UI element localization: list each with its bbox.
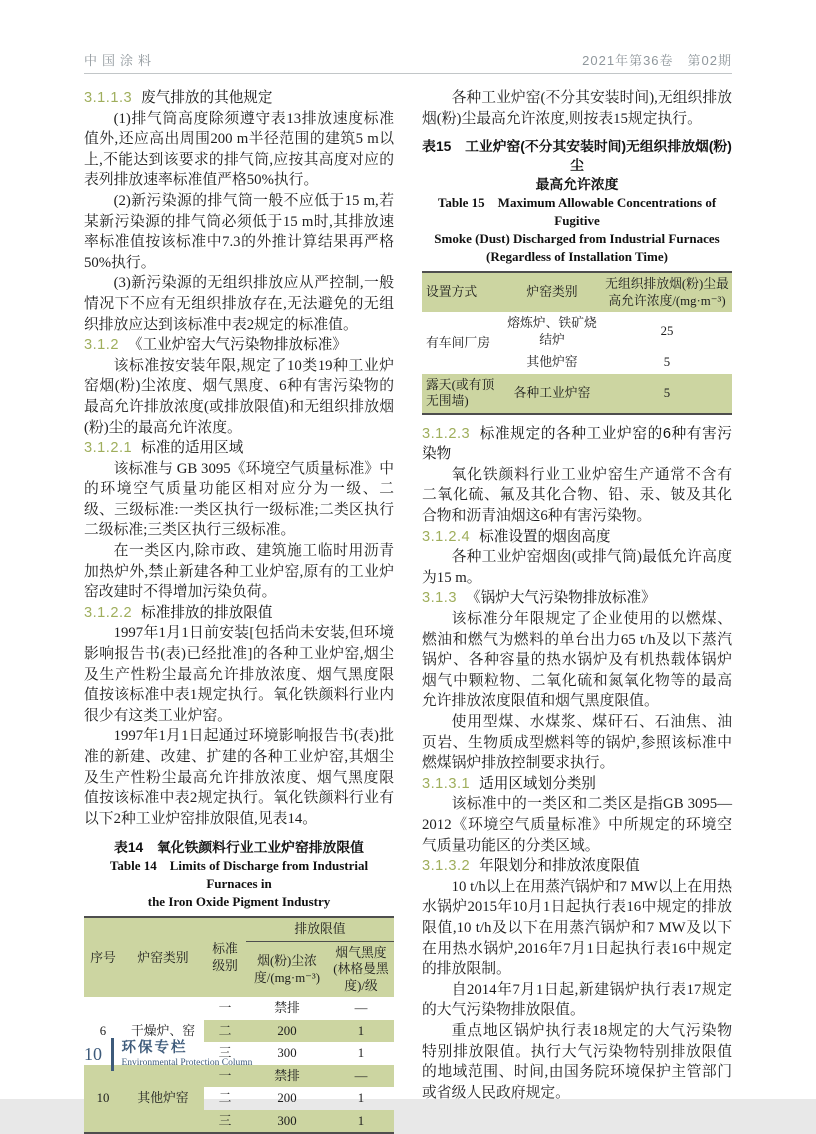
col-header-seq: 序号 — [84, 917, 122, 997]
table15-title-en-line2: Smoke (Dust) Discharged from Industrial Furnaces — [434, 231, 720, 247]
table14-title-zh: 表14 氧化铁颜料行业工业炉窑排放限值 — [114, 840, 364, 856]
paragraph: (3)新污染源的无组织排放应从严控制,一般情况下不应有无组织排放存在,无法避免的无组织排放应达到该标准中表2规定的标准值。 — [84, 275, 394, 333]
paragraph: (2)新污染源的排气筒一般不应低于15 m,若某新污染源的排气筒必须低于15 m时,其排放速率标准值按该标准中7.3的外推计算结果再严格50%执行。 — [84, 192, 394, 271]
cell-level: 二 — [204, 1020, 246, 1043]
cell-blackness: 1 — [357, 1091, 365, 1106]
section-number: 3.1.2.4 — [422, 528, 471, 545]
paragraph: 在一类区内,除市政、建筑施工临时用沥青加热炉外,禁止新建各种工业炉窑,原有的工业炉窑改建时不得增加污染负荷。 — [84, 543, 394, 601]
table-row — [422, 312, 732, 351]
col-header-value: 无组织排放烟(粉)尘最高允许浓度/(mg·m⁻³) — [602, 272, 732, 312]
table-row — [84, 997, 394, 1020]
cell-kind: 各种工业炉窑 — [502, 374, 602, 414]
cell-level: 二 — [218, 1091, 232, 1106]
table15-title-zh-line1: 表15 工业炉窑(不分其安装时间)无组织排放烟(粉)尘 — [422, 139, 732, 174]
paragraph: 各种工业炉窑烟囱(或排气筒)最低允许高度为15 m。 — [422, 549, 732, 586]
section-title: 适用区域划分类别 — [479, 775, 596, 792]
section-number: 3.1.2.2 — [84, 604, 133, 621]
column-names — [122, 1039, 253, 1070]
col-header-setting: 设置方式 — [422, 272, 502, 312]
cell-kind: 其他炉窑 — [122, 1065, 204, 1134]
cell-kind: 熔炼炉、铁矿烧结炉 — [507, 316, 597, 347]
paragraph: 氧化铁颜料行业工业炉窑生产通常不含有二氧化硫、氟及其化合物、铅、汞、铍及其化合物和沥青油烟这6种有害污染物。 — [422, 466, 732, 525]
cell-level: 三 — [218, 1046, 232, 1061]
table14-title-en-line2: the Iron Oxide Pigment Industry — [147, 894, 331, 910]
running-head — [84, 50, 732, 69]
column-name-en: Environmental Protection Column — [121, 1058, 253, 1068]
section-heading-3124 — [422, 527, 732, 548]
section-number: 3.1.2.3 — [422, 425, 471, 442]
cell-level: 一 — [218, 1001, 232, 1016]
cell-kind: 干燥炉、窑 — [131, 1023, 195, 1038]
col-header-level: 标准级别 — [204, 917, 246, 997]
table15-block — [422, 137, 732, 415]
table-row — [422, 374, 732, 414]
cell-dust: 禁排 — [274, 1001, 300, 1016]
paragraph: 该标准与 GB 3095《环境空气质量标准》中的环境空气质量功能区相对应分为一级、二级、三级标准:一类区执行一级标准;二类区执行二级标准;三类区执行三级标准。 — [84, 460, 394, 539]
table14-title-en-line1: Table 14 Limits of Discharge from Industrial Furnaces in — [109, 858, 369, 892]
page-footer — [84, 1038, 252, 1071]
cell-seq: 6 — [99, 1023, 107, 1038]
right-column — [422, 88, 732, 1134]
cell-dust: 200 — [277, 1091, 297, 1106]
paragraph: 1997年1月1日前安装[包括尚未安装,但环境影响报告书(表)已经批准]的各种工业炉窑,烟尘及生产性粉尘最高允许排放浓度、烟气黑度限值按该标准中表1规定执行。氧化铁颜料行业内很少有这类工业炉窑。 — [84, 625, 394, 724]
section-number: 3.1.2 — [84, 337, 119, 354]
section-title: 标准设置的烟囱高度 — [479, 528, 611, 545]
page-number: 10 — [84, 1044, 102, 1064]
section-title: 标准的适用区域 — [141, 440, 244, 457]
paragraph: 使用型煤、水煤浆、煤矸石、石油焦、油页岩、生物质成型燃料等的锅炉,参照该标准中燃煤锅炉排放控制要求执行。 — [422, 714, 732, 772]
col-header-limits: 排放限值 — [246, 917, 394, 941]
paragraph: (1)排气筒高度除须遵守表13排放速度标准值外,还应高出周围200 m半径范围的建筑5 m以上,不能达到该要求的排气筒,应按其高度对应的表列排放速率标准值严格50%执行。 — [84, 110, 394, 189]
section-heading-3113 — [84, 88, 394, 109]
table15-title-en-line1: Table 15 Maximum Allowable Concentrations of Fugitive — [437, 195, 717, 229]
cell-level: 一 — [204, 1065, 246, 1088]
col-header-blackness: 烟气黑度(林格曼黑度)/级 — [328, 941, 394, 997]
section-number: 3.1.2.1 — [84, 440, 133, 457]
cell-blackness: 1 — [328, 1110, 394, 1134]
paragraph: 该标准分年限规定了企业使用的以燃煤、燃油和燃气为燃料的单台出力65 t/h及以下蒸汽锅炉、各种容量的热水锅炉及有机热载体锅炉烟气中颗粒物、二氧化硫和氮氧化物等的最高允许排放浓度限值和烟气黑度限值。 — [422, 611, 732, 710]
cell-setting: 露天(或有顶无围墙) — [422, 374, 502, 414]
cell-seq: 10 — [84, 1065, 122, 1134]
section-heading-3132 — [422, 856, 732, 877]
section-heading-3123 — [422, 424, 732, 465]
paragraph: 该标准中的一类区和二类区是指GB 3095—2012《环境空气质量标准》中所规定的环境空气质量功能区的分类区域。 — [422, 796, 732, 854]
cell-dust: 300 — [246, 1110, 328, 1134]
section-title: 《锅炉大气污染物排放标准》 — [465, 590, 656, 607]
cell-value: 25 — [660, 324, 674, 339]
cell-blackness: 1 — [328, 1020, 394, 1043]
paragraph: 该标准按安装年限,规定了10类19种工业炉窑烟(粉)尘浓度、烟气黑度、6种有害污染物的最高允许排放浓度(或排放限值)和无组织排放烟(粉)尘的最高允许浓度。 — [84, 357, 394, 436]
cell-setting: 有车间厂房 — [426, 335, 490, 350]
section-number: 3.1.1.3 — [84, 90, 133, 106]
table-14 — [84, 916, 394, 1134]
section-title: 标准排放的排放限值 — [141, 604, 273, 621]
paragraph: 自2014年7月1日起,新建锅炉执行表17规定的大气污染物排放限值。 — [422, 981, 732, 1019]
journal-name: 中国涂料 — [84, 53, 157, 68]
left-column — [84, 88, 394, 1134]
section-heading-3131 — [422, 774, 732, 795]
section-heading-3121 — [84, 438, 394, 459]
section-number: 3.1.3 — [422, 590, 457, 607]
table15-title-zh-line2: 最高允许浓度 — [535, 177, 619, 193]
issue-info: 2021年第36卷 第02期 — [582, 53, 732, 68]
section-title: 标准规定的各种工业炉窑的6种有害污染物 — [422, 425, 732, 463]
cell-blackness: 1 — [357, 1046, 365, 1061]
section-number: 3.1.3.1 — [422, 775, 471, 792]
cell-dust: 300 — [277, 1046, 297, 1061]
content-columns — [84, 88, 732, 1134]
header-rule — [84, 73, 732, 74]
section-title: 《工业炉窑大气污染物排放标准》 — [127, 337, 347, 354]
table-15 — [422, 271, 732, 415]
cell-dust: 200 — [246, 1020, 328, 1043]
cell-dust: 禁排 — [246, 1065, 328, 1088]
paragraph: 各种工业炉窑(不分其安装时间),无组织排放烟(粉)尘最高允许浓度,则按表15规定执行。 — [422, 90, 732, 127]
section-heading-313 — [422, 588, 732, 609]
cell-blackness: — — [354, 1001, 368, 1016]
cell-level: 三 — [204, 1110, 246, 1134]
col-header-dust: 烟(粉)尘浓度/(mg·m⁻³) — [246, 941, 328, 997]
cell-value: 5 — [663, 355, 671, 370]
footer-divider — [111, 1038, 114, 1071]
section-number: 3.1.3.2 — [422, 858, 471, 875]
cell-value: 5 — [602, 374, 732, 414]
paragraph: 1997年1月1日起通过环境影响报告书(表)批准的新建、改建、扩建的各种工业炉窑,其烟尘及生产性粉尘最高允许排放浓度、烟气黑度限值按该标准中表2规定执行。氧化铁颜料行业有以下2种工业炉窑排放限值,见表14。 — [84, 728, 394, 827]
section-heading-3122 — [84, 603, 394, 624]
table15-title-en-line3: (Regardless of Installation Time) — [486, 249, 668, 265]
section-title: 废气排放的其他规定 — [141, 90, 273, 106]
table14-block — [84, 838, 394, 1134]
cell-kind: 其他炉窑 — [526, 355, 578, 370]
paragraph: 10 t/h以上在用蒸汽锅炉和7 MW以上在用热水锅炉2015年10月1日起执行表16中规定的排放限值,10 t/h及以下在用蒸汽锅炉和7 MW及以下在用热水锅炉,2016年7月1日起执行表16中规定的排放限制。 — [422, 878, 732, 978]
col-header-kind: 炉窑类别 — [122, 917, 204, 997]
section-title: 年限划分和排放浓度限值 — [479, 858, 640, 875]
paragraph: 重点地区锅炉执行表18规定的大气污染物特别排放限值。执行大气污染物特别排放限值的地域范围、时间,由国务院环境保护主管部门或省级人民政府规定。 — [422, 1022, 732, 1101]
section-heading-312 — [84, 335, 394, 356]
col-header-kind: 炉窑类别 — [502, 272, 602, 312]
column-name-zh: 环保专栏 — [121, 1040, 188, 1056]
cell-blackness: — — [328, 1065, 394, 1088]
